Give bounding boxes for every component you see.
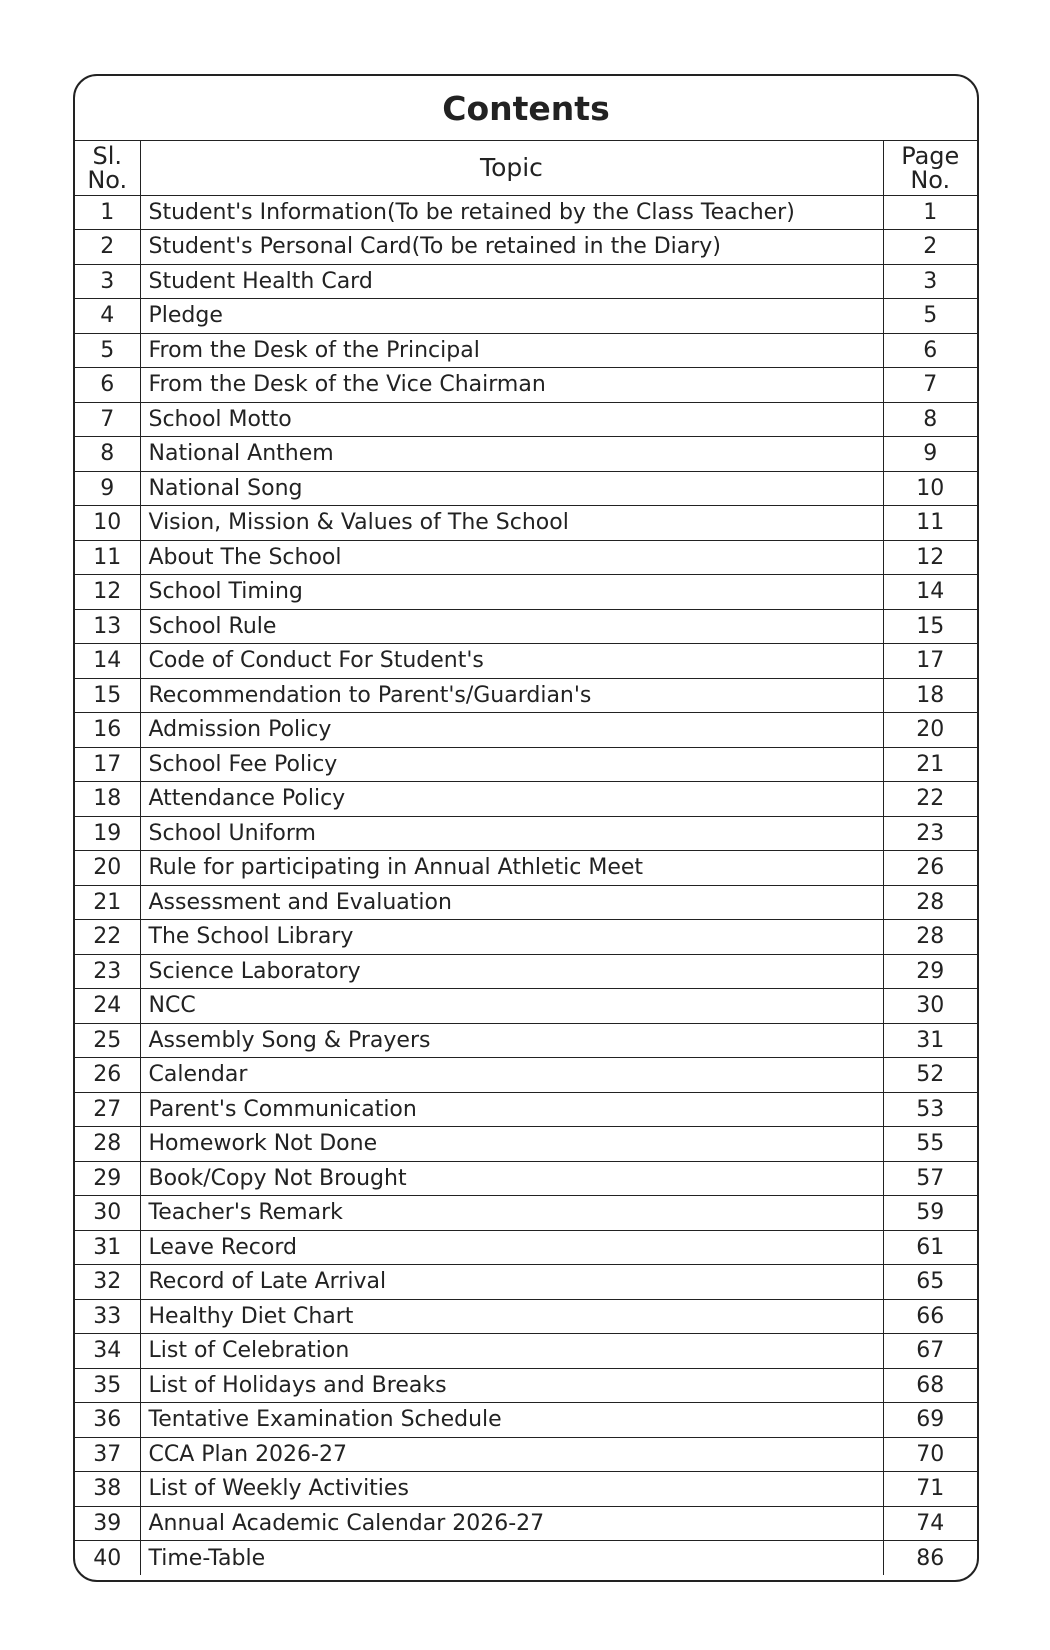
topic-cell: CCA Plan 2026-27 (140, 1437, 883, 1472)
header-page-number (883, 141, 977, 195)
page-number-cell: 67 (883, 1334, 977, 1369)
topic-cell: Vision, Mission & Values of The School (140, 506, 883, 541)
page-number-cell: 86 (916, 1545, 945, 1571)
serial-number-cell: 5 (75, 333, 140, 368)
serial-number-cell: 15 (75, 678, 140, 713)
topic-cell: Homework Not Done (140, 1127, 883, 1162)
serial-number-cell: 16 (75, 713, 140, 748)
page-number-cell: 26 (883, 851, 977, 886)
topic-cell: The School Library (140, 920, 883, 955)
table-row (75, 609, 977, 644)
serial-number-cell: 27 (75, 1092, 140, 1127)
serial-number-cell: 9 (75, 471, 140, 506)
table-header-row (75, 141, 977, 195)
topic-cell: Student's Information(To be retained by the Class Teacher) (140, 195, 883, 230)
table-row (75, 506, 977, 541)
serial-number-cell: 3 (75, 264, 140, 299)
page-title: Contents (75, 76, 977, 141)
serial-number-cell: 29 (75, 1161, 140, 1196)
page-number-cell: 57 (883, 1161, 977, 1196)
page-number-cell: 30 (883, 989, 977, 1024)
serial-number-cell: 18 (75, 782, 140, 817)
topic-cell: Assembly Song & Prayers (140, 1023, 883, 1058)
topic-cell: Admission Policy (140, 713, 883, 748)
serial-number-cell: 20 (75, 851, 140, 886)
serial-number-cell: 11 (75, 540, 140, 575)
header-page-line-1: Page (901, 141, 960, 170)
topic-cell: Leave Record (140, 1230, 883, 1265)
topic-cell: Book/Copy Not Brought (140, 1161, 883, 1196)
topic-cell: Healthy Diet Chart (140, 1299, 883, 1334)
topic-cell: School Motto (140, 402, 883, 437)
serial-number-cell: 38 (75, 1472, 140, 1507)
table-row (75, 920, 977, 955)
page-number-cell: 28 (883, 920, 977, 955)
table-row (75, 713, 977, 748)
table-row (75, 575, 977, 610)
topic-cell: Teacher's Remark (140, 1196, 883, 1231)
topic-cell: School Uniform (140, 816, 883, 851)
serial-number-cell: 17 (75, 747, 140, 782)
table-row (75, 989, 977, 1024)
table-row (75, 851, 977, 886)
table-row (75, 782, 977, 817)
page-number-cell: 12 (883, 540, 977, 575)
page-number-cell: 17 (883, 644, 977, 679)
contents-table (75, 141, 977, 1575)
topic-cell: About The School (140, 540, 883, 575)
page-number-cell: 10 (883, 471, 977, 506)
serial-number-cell: 19 (75, 816, 140, 851)
page-number-cell: 53 (883, 1092, 977, 1127)
topic-cell: Pledge (140, 299, 883, 334)
table-row (75, 1368, 977, 1403)
table-row (75, 1437, 977, 1472)
table-row (75, 816, 977, 851)
serial-number-cell: 7 (75, 402, 140, 437)
table-row (75, 471, 977, 506)
serial-number-cell: 12 (75, 575, 140, 610)
table-row (75, 333, 977, 368)
topic-cell: List of Weekly Activities (140, 1472, 883, 1507)
page-number-cell: 1 (883, 195, 977, 230)
header-serial-number (75, 141, 140, 195)
topic-cell: From the Desk of the Vice Chairman (140, 368, 883, 403)
serial-number-cell: 8 (75, 437, 140, 472)
page-number-cell: 61 (883, 1230, 977, 1265)
serial-number-cell: 30 (75, 1196, 140, 1231)
topic-cell: Assessment and Evaluation (140, 885, 883, 920)
header-serial-line-1: Sl. (92, 141, 123, 170)
contents-rows (75, 195, 977, 1575)
table-row (75, 1403, 977, 1438)
serial-number-cell: 13 (75, 609, 140, 644)
page-number-cell: 7 (883, 368, 977, 403)
page-number-cell: 14 (883, 575, 977, 610)
topic-cell: School Rule (140, 609, 883, 644)
table-row (75, 1265, 977, 1300)
table-row (75, 1299, 977, 1334)
page-number-cell: 3 (883, 264, 977, 299)
topic-cell: Student's Personal Card(To be retained in the Diary) (140, 230, 883, 265)
page-number-cell: 59 (883, 1196, 977, 1231)
topic-cell: Record of Late Arrival (140, 1265, 883, 1300)
serial-number-cell: 36 (75, 1403, 140, 1438)
page-number-cell: 8 (883, 402, 977, 437)
header-serial-line-2: No. (87, 165, 128, 194)
serial-number-cell: 28 (75, 1127, 140, 1162)
page-number-cell: 21 (883, 747, 977, 782)
table-row (75, 954, 977, 989)
serial-number-cell: 21 (75, 885, 140, 920)
serial-number-cell: 37 (75, 1437, 140, 1472)
topic-cell: Attendance Policy (140, 782, 883, 817)
header-page-line-2: No. (910, 165, 951, 194)
table-row (75, 1472, 977, 1507)
table-row (75, 644, 977, 679)
topic-cell: Annual Academic Calendar 2026-27 (140, 1506, 883, 1541)
topic-cell: Parent's Communication (140, 1092, 883, 1127)
serial-number-cell: 35 (75, 1368, 140, 1403)
page-number-cell: 70 (883, 1437, 977, 1472)
topic-cell: List of Celebration (140, 1334, 883, 1369)
table-row (75, 195, 977, 230)
table-row (75, 1334, 977, 1369)
table-row (75, 230, 977, 265)
contents-table-box (73, 74, 979, 1582)
page-number-cell: 9 (883, 437, 977, 472)
topic-cell: Rule for participating in Annual Athletic Meet (140, 851, 883, 886)
serial-number-cell: 14 (75, 644, 140, 679)
page-number-cell: 74 (883, 1506, 977, 1541)
topic-cell: Recommendation to Parent's/Guardian's (140, 678, 883, 713)
topic-cell: Time-Table (140, 1541, 883, 1576)
serial-number-cell: 10 (75, 506, 140, 541)
serial-number-cell: 23 (75, 954, 140, 989)
serial-number-cell: 4 (75, 299, 140, 334)
topic-cell: School Fee Policy (140, 747, 883, 782)
table-row (75, 402, 977, 437)
topic-cell: List of Holidays and Breaks (140, 1368, 883, 1403)
serial-number-cell: 32 (75, 1265, 140, 1300)
topic-cell: Calendar (140, 1058, 883, 1093)
serial-number-cell: 26 (75, 1058, 140, 1093)
header-topic: Topic (140, 141, 883, 195)
page-number-cell: 15 (883, 609, 977, 644)
page-number-cell: 29 (883, 954, 977, 989)
serial-number-cell: 1 (75, 195, 140, 230)
page-number-cell: 69 (883, 1403, 977, 1438)
page-number-cell: 23 (883, 816, 977, 851)
serial-number-cell: 40 (75, 1541, 140, 1576)
table-row (75, 1127, 977, 1162)
serial-number-cell: 31 (75, 1230, 140, 1265)
table-row (75, 1230, 977, 1265)
table-row (75, 1196, 977, 1231)
serial-number-cell: 39 (75, 1506, 140, 1541)
serial-number-cell: 25 (75, 1023, 140, 1058)
topic-cell: National Song (140, 471, 883, 506)
table-row (75, 1092, 977, 1127)
serial-number-cell: 34 (75, 1334, 140, 1369)
topic-cell: From the Desk of the Principal (140, 333, 883, 368)
table-row (75, 1023, 977, 1058)
page-number-cell: 31 (883, 1023, 977, 1058)
page-number-cell: 68 (883, 1368, 977, 1403)
page-number-cell: 55 (883, 1127, 977, 1162)
table-row (75, 299, 977, 334)
page-number-cell: 66 (883, 1299, 977, 1334)
table-row (75, 678, 977, 713)
topic-cell: National Anthem (140, 437, 883, 472)
table-row (75, 1541, 977, 1576)
table-row (75, 264, 977, 299)
page-number-cell: 6 (883, 333, 977, 368)
serial-number-cell: 6 (75, 368, 140, 403)
page-number-cell: 71 (883, 1472, 977, 1507)
page-number-cell: 52 (883, 1058, 977, 1093)
topic-cell: Science Laboratory (140, 954, 883, 989)
table-row (75, 437, 977, 472)
serial-number-cell: 33 (75, 1299, 140, 1334)
table-row (75, 1058, 977, 1093)
page-number-cell: 28 (883, 885, 977, 920)
topic-cell: Student Health Card (140, 264, 883, 299)
table-row (75, 885, 977, 920)
serial-number-cell: 24 (75, 989, 140, 1024)
page-number-cell: 18 (883, 678, 977, 713)
serial-number-cell: 2 (75, 230, 140, 265)
page-number-cell: 11 (883, 506, 977, 541)
page-number-cell: 5 (883, 299, 977, 334)
topic-cell: Tentative Examination Schedule (140, 1403, 883, 1438)
page-number-cell: 2 (883, 230, 977, 265)
topic-cell: NCC (140, 989, 883, 1024)
serial-number-cell: 22 (75, 920, 140, 955)
topic-cell: Code of Conduct For Student's (140, 644, 883, 679)
page-number-cell: 20 (883, 713, 977, 748)
table-row (75, 1161, 977, 1196)
table-row (75, 747, 977, 782)
topic-cell: School Timing (140, 575, 883, 610)
table-row (75, 368, 977, 403)
page-number-cell: 65 (883, 1265, 977, 1300)
table-row (75, 1506, 977, 1541)
page-number-cell: 22 (883, 782, 977, 817)
table-row (75, 540, 977, 575)
